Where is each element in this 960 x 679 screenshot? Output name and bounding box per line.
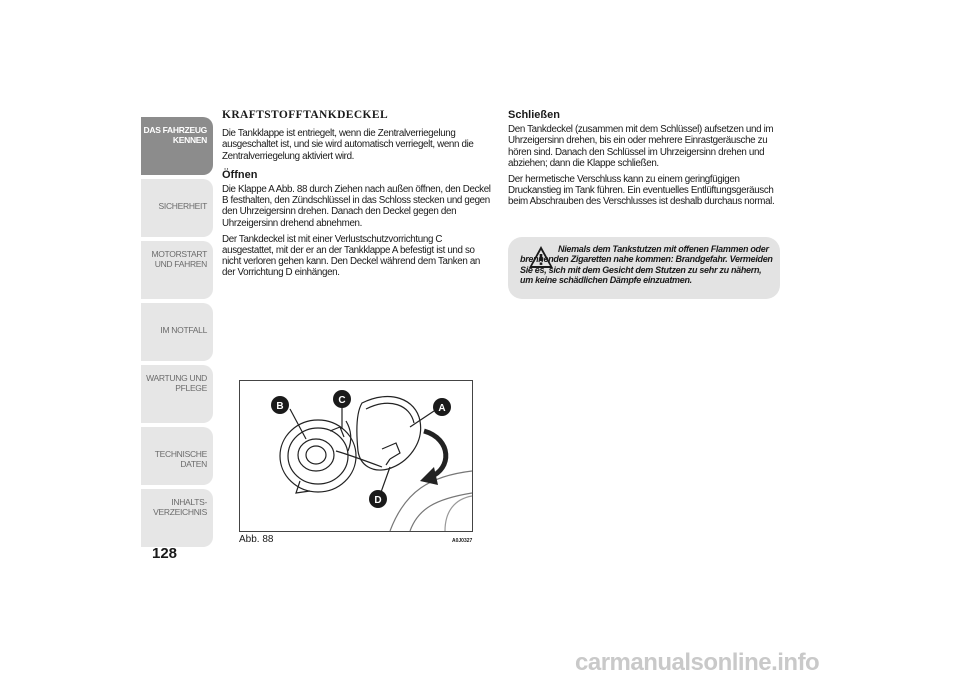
site-watermark: carmanualsonline.info <box>575 649 820 676</box>
tab-label: DAS FAHRZEUG KENNEN <box>143 125 207 145</box>
tab-sicherheit[interactable] <box>141 179 213 237</box>
tab-label: INHALTS- VERZEICHNIS <box>153 497 207 517</box>
marker-D <box>369 490 387 508</box>
close-heading: Schließen <box>508 109 560 121</box>
tab-technische-daten[interactable] <box>141 427 213 485</box>
page-number: 128 <box>152 545 178 562</box>
tab-label: WARTUNG UND PFLEGE <box>146 373 207 393</box>
tab-inhaltsverzeichnis[interactable] <box>141 489 213 547</box>
left-column <box>222 110 494 284</box>
close-paragraph-2: Der hermetische Verschluss kann zu einem geringfügigen Druckanstieg im Tank führen. Ein eventuelles Entlüftungsgeräusch beim Abschrauben des Verschlusses ist deshalb durchaus normal. <box>508 174 775 208</box>
tab-label: MOTORSTART UND FAHREN <box>151 249 207 269</box>
tab-wartung-und-pflege[interactable] <box>141 365 213 423</box>
tab-motorstart-und-fahren[interactable] <box>141 241 213 299</box>
figure-caption: Abb. 88 <box>239 534 274 545</box>
svg-text:D: D <box>374 495 382 506</box>
warning-box <box>508 237 780 299</box>
open-heading: Öffnen <box>222 168 258 181</box>
tab-label: TECHNISCHE DATEN <box>154 449 207 469</box>
warning-text: Niemals dem Tankstutzen mit offenen Flammen oder brennenden Zigaretten nahe kommen: Brandgefahr. Vermeiden Sie es, sich mit dem Gesicht dem Stutzen zu sehr zu nähern, um keine schädlichen Dämpfe einzuatmen. <box>520 244 773 286</box>
marker-C <box>333 390 351 408</box>
svg-text:B: B <box>276 401 284 412</box>
marker-A <box>433 398 451 416</box>
tab-label: SICHERHEIT <box>158 201 207 211</box>
tab-im-notfall[interactable] <box>141 303 213 361</box>
section-title: KRAFTSTOFFTANKDECKEL <box>222 109 389 121</box>
figure-fuel-cap <box>239 380 473 532</box>
marker-B <box>271 396 289 414</box>
fuel-cap-illustration <box>240 381 472 531</box>
open-paragraph-1: Die Klappe A Abb. 88 durch Ziehen nach außen öffnen, den Deckel B festhalten, den Zündschlüssel in das Schloss stecken und gegen den Uhrzeigersinn drehen. Danach den Deckel gegen den Uhrzeigersinn drehend abnehmen. <box>222 184 491 229</box>
intro-paragraph: Die Tankklappe ist entriegelt, wenn die Zentralverriegelung ausgeschaltet ist, und sie wird automatisch verriegelt, wenn die Zentralverriegelung aktiviert wird. <box>222 128 474 162</box>
svg-text:C: C <box>338 395 346 406</box>
right-column <box>508 110 780 213</box>
figure-code: A0J0327 <box>452 538 473 544</box>
svg-text:A: A <box>438 403 446 414</box>
open-paragraph-2: Der Tankdeckel ist mit einer Verlustschutzvorrichtung C ausgestattet, mit der er an der Tankklappe A befestigt ist und so nicht verloren gehen kann. Den Deckel während dem Tanken an der Vorrichtung D einhängen. <box>222 233 481 279</box>
tab-das-fahrzeug-kennen[interactable] <box>141 117 213 175</box>
close-paragraph-1: Den Tankdeckel (zusammen mit dem Schlüssel) aufsetzen und im Uhrzeigersinn drehen, bis ein oder mehrere Einrastgeräusche zu hören sind. Danach den Schlüssel im Uhrzeigersinn drehen und abziehen; dann die Klappe schließen. <box>508 124 774 169</box>
tab-label: IM NOTFALL <box>160 325 207 335</box>
